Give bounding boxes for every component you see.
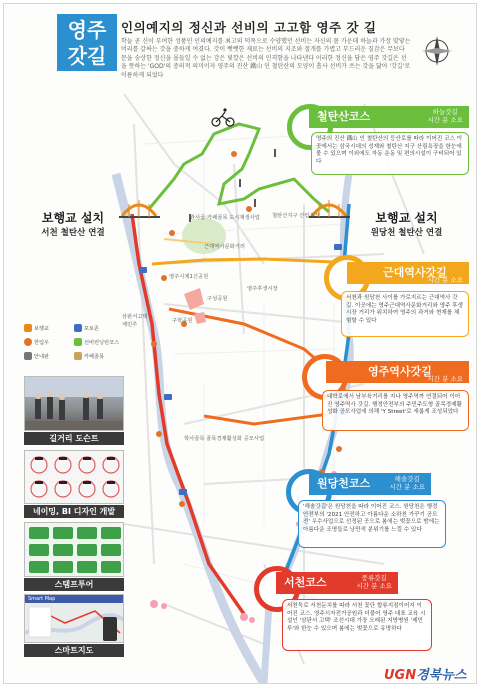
course-desc-cheoltan: 영주의 진산 鐵山 인 철탄산의 등산로를 따라 이어진 코스 이곳에서는 삼국시대의 성재와 철탄산 지구 산림욕장을 한눈에 볼 수 있으며 이외에도 자동 운동 및 편의시설이 구비되어 있다 bbox=[311, 132, 469, 175]
course-desc-wondang: '해솔갓길'은 원당천을 따라 이어진 코스. 원당천은 행정안전부의 '2021 안전하고 아름다운 소하천 가꾸기 공모전' 우수사업으로 선정된 곳으로 봄에는 벚꽃으로 밤에는 아름다운 조명들로 낭만적 분위기를 느낄 수 있다 bbox=[298, 500, 446, 548]
map-label: 근대역사문화거리 bbox=[204, 244, 245, 250]
map-label: 관사골·카페골목 도시재생사업 bbox=[190, 215, 260, 221]
bridge-label-west: 보행교 설치 서천 철탄산 연결 bbox=[41, 211, 105, 238]
smart-map-header: Smart Map bbox=[25, 595, 124, 603]
title-line-2: 갓길 bbox=[67, 44, 107, 68]
map-label: 학사골목 골목경제활성화 공모사업 bbox=[184, 436, 265, 442]
compass-icon bbox=[420, 34, 454, 68]
course-ribbon-history[interactable]: 영주역사갓길 시간 분 소요 bbox=[326, 361, 469, 383]
course-name: 철탄산코스 bbox=[317, 110, 371, 123]
photo-docent bbox=[24, 376, 124, 431]
photo-caption: 길거리 도슨트 bbox=[24, 432, 124, 445]
poster bbox=[3, 3, 477, 684]
map-label: 철탄산지구 산림욕장 bbox=[272, 213, 320, 219]
title-badge bbox=[57, 14, 117, 71]
map-label: 구성공원 bbox=[207, 296, 228, 302]
map-label: 구학공원 bbox=[172, 318, 193, 324]
map-label: 영주후생시장 bbox=[247, 286, 278, 292]
photo-caption: 스마트지도 bbox=[24, 644, 124, 657]
course-ribbon-wondang[interactable]: 원당천코스 해솔갓길 시간 분 소요 bbox=[309, 473, 431, 495]
bridge-label-east: 보행교 설치 원당천 철탄산 연결 bbox=[370, 211, 443, 238]
title-line-1: 영주 bbox=[67, 18, 107, 42]
course-desc-modern: 서천과 원당천 사이를 가로지르는 근대역사 갓길. 이곳에는 영주근대역사문화거리와 영주 후생시장 거리가 위치하여 영주의 과거와 현재를 체험할 수 있다 bbox=[341, 291, 469, 337]
headline: 인의예지의 정신과 선비의 고고함 영주 갓 길 bbox=[121, 20, 377, 35]
course-name: 근대역사갓길 bbox=[383, 266, 447, 279]
course-name: 서천코스 bbox=[284, 576, 327, 589]
photo-caption: 스탬프투어 bbox=[24, 578, 124, 591]
course-ribbon-modern[interactable]: 근대역사갓길 시간 분 소요 bbox=[347, 262, 469, 284]
course-ribbon-cheoltan[interactable]: 철탄산코스 하늘갓길 시간 분 소요 bbox=[309, 106, 469, 128]
photo-bi-design bbox=[24, 450, 124, 504]
course-ribbon-seocheon[interactable]: 서천코스 풍류갓길 시간 분 소요 bbox=[276, 572, 398, 594]
map-label: 제민루 bbox=[122, 322, 138, 328]
news-watermark: UGN경북뉴스 bbox=[384, 668, 467, 683]
cyclist-icon bbox=[212, 108, 234, 126]
intro-text: 학늘 곧 신이 부여한 성품인 인의예지를 최고의 덕목으로 수양했던 선비는 자신의 몸 가운데 하늘과 가장 맞닿는 머리를 갈싸는 갓을 중하게 여겼다. 갓이 뻣뻣한 재료는 선비의 지조와 절개를 가볍고 부드러운 질감은 무보다 문을 숭상한 정신을 몰들일 수 없는 강은 빛깔은 선비의 인격함을 나타낸다 이러한 정신을 담은 영주 갓길은 선을 뜻하는 'GOD'의 중의적 의미이자 영주의 진산 鐵山 인 철탄산의 모양이 흡사 선비가 쓰는 갓을 닮아 '갓길'로 이름하게 되었다 bbox=[121, 38, 411, 79]
modern-route bbox=[152, 259, 344, 264]
map-legend: 보행교 포토존 한입우 선비런닝런코스 안내판 카페골목 bbox=[24, 322, 124, 368]
course-desc-seocheon: 서천둑로 서천둔치를 따라 서천 꽃단 합류지점이어지 이어진 코스. 영주시자전거공원과 더불어 영주 대표 교육 시설인 '삼판서 고택' 조선시대 가장 오래된 지방병원 '제민루'와 한눈 수 있으며 봄에는 벚꽃으로 유명하다 bbox=[282, 599, 432, 651]
course-name: 원당천코스 bbox=[317, 477, 371, 490]
course-desc-history: 대학로에서 남부육거리를 지나 영주역까 연결되어 이어진 영주역사 갓길. 행정안전부의 주민주도형 골목경제활성화 공모사업에 의해 'Y Street'로 새롭게 조성되었다 bbox=[322, 390, 469, 431]
photo-caption: 네이밍, BI 디자인 개발 bbox=[24, 505, 124, 518]
map-label: 영주시제1신공원 bbox=[169, 274, 209, 280]
photo-stamp-tour bbox=[24, 522, 124, 577]
photo-smart-map bbox=[24, 594, 124, 643]
map-label: 삼판서고택 bbox=[122, 314, 148, 320]
course-name: 영주역사갓길 bbox=[368, 365, 432, 378]
